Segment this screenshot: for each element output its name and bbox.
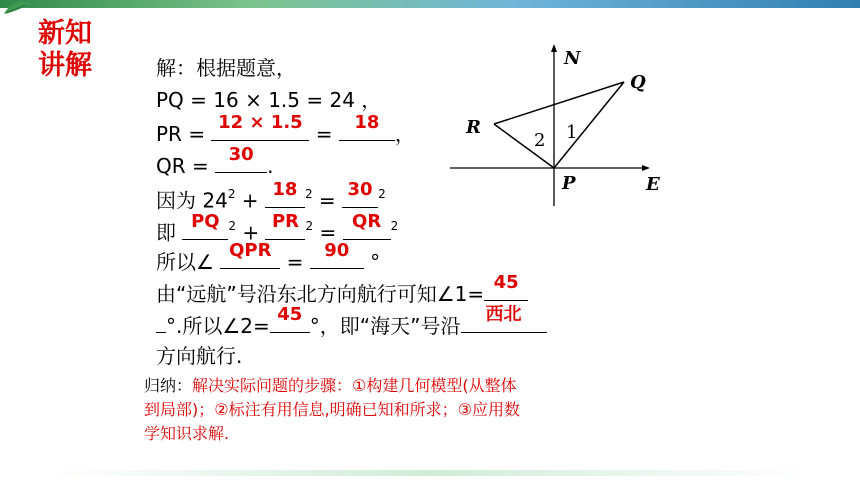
blank-angle-value	[310, 240, 364, 269]
blank-pr-value	[339, 112, 395, 141]
exponent: 2	[304, 187, 313, 201]
plus-sign: +	[236, 220, 266, 245]
top-decorative-bar	[0, 0, 860, 8]
solution-line-8	[156, 272, 528, 306]
solution-line-9	[156, 304, 547, 338]
answer-angle-value: 90	[324, 240, 350, 261]
qr-label: QR =	[156, 154, 216, 178]
segment-pq	[554, 82, 624, 168]
angle2-statement: °.所以∠2=	[166, 314, 270, 338]
blank-direction	[461, 304, 547, 333]
ie-label: 即	[156, 220, 183, 245]
summary-line-2: 到局部)；②标注有用信息,明确已知和所求；③应用数	[144, 400, 521, 419]
answer-pq: PQ	[191, 210, 220, 232]
blank-continuation	[156, 310, 166, 333]
solution-line-10: 方向航行.	[156, 344, 243, 368]
eq-sign: =	[280, 250, 310, 274]
answer-qr-sq: 30	[347, 178, 373, 200]
exponent: 2	[378, 187, 386, 201]
blank-pr-sq	[265, 178, 305, 208]
blank-pr	[265, 210, 305, 240]
east-arrow-icon	[642, 165, 650, 171]
plus-sign: +	[235, 188, 265, 213]
solution-line-3	[156, 112, 415, 146]
blank-angle-name	[220, 240, 280, 269]
solution-line-2: PQ = 16 × 1.5 = 24 ，	[156, 88, 382, 112]
answer-angle2: 45	[277, 304, 303, 325]
eq-sign: =	[309, 122, 339, 146]
summary-text-1: 解决实际问题的步骤：①构建几何模型(从整体	[192, 376, 517, 395]
exponent: 2	[305, 219, 314, 233]
answer-angle-name: QPR	[229, 240, 272, 261]
exponent: 2	[228, 219, 236, 233]
summary-line-3: 学知识求解.	[144, 424, 230, 443]
answer-pr: PR	[271, 210, 300, 232]
blank-qr	[343, 210, 391, 240]
answer-pr-value: 18	[354, 112, 380, 133]
answer-qr-value: 30	[228, 144, 254, 165]
answer-qr: QR	[352, 210, 382, 232]
therefore-label: 所以∠	[156, 250, 221, 274]
answer-pr-sq: 18	[272, 178, 298, 200]
blank-angle2	[270, 304, 310, 333]
label-angle-2: 2	[534, 130, 546, 151]
leaf-icon	[2, 0, 32, 18]
blank-angle1	[484, 272, 528, 301]
comma: ，	[394, 122, 415, 146]
because-label: 因为 24	[156, 188, 228, 213]
badge-line-2: 讲解	[38, 50, 92, 81]
solution-line-7	[156, 240, 381, 274]
blank-qr-value	[215, 144, 267, 173]
blank-qr-sq	[342, 178, 378, 208]
label-e: E	[646, 174, 660, 195]
answer-angle1: 45	[493, 272, 519, 293]
label-r: R	[466, 117, 481, 138]
summary-line-1	[144, 374, 664, 398]
answer-direction: 西北	[485, 304, 522, 325]
geometry-diagram	[440, 40, 680, 210]
direction-statement: °，即“海天”号沿	[309, 314, 461, 338]
section-badge	[38, 18, 106, 82]
label-p: P	[562, 173, 576, 194]
solution-line-4	[156, 144, 274, 178]
angle1-statement: 由“远航”号沿东北方向航行可知∠1=	[156, 282, 485, 306]
blank-pr-expr	[211, 112, 309, 141]
label-n: N	[564, 48, 581, 69]
exponent: 2	[227, 187, 236, 201]
badge-line-1: 新知	[38, 18, 92, 49]
solution-line-6	[156, 210, 399, 245]
solution-line-5	[156, 178, 386, 213]
solution-line-1: 解：根据题意，	[156, 56, 296, 80]
exponent: 2	[390, 219, 399, 233]
north-arrow-icon	[551, 44, 557, 52]
label-angle-1: 1	[566, 122, 578, 143]
summary-lead: 归纳：	[144, 376, 193, 395]
eq-sign: =	[313, 220, 343, 245]
degree-sign: °	[363, 250, 381, 274]
label-q: Q	[630, 72, 646, 93]
blank-pq	[182, 210, 228, 240]
eq-sign: =	[312, 188, 343, 213]
pr-label: PR =	[156, 122, 212, 146]
period: .	[267, 154, 274, 178]
segment-qr	[494, 82, 624, 124]
answer-pr-expr: 12 × 1.5	[218, 112, 303, 133]
bottom-decoration	[50, 470, 810, 476]
summary-block	[144, 374, 664, 446]
